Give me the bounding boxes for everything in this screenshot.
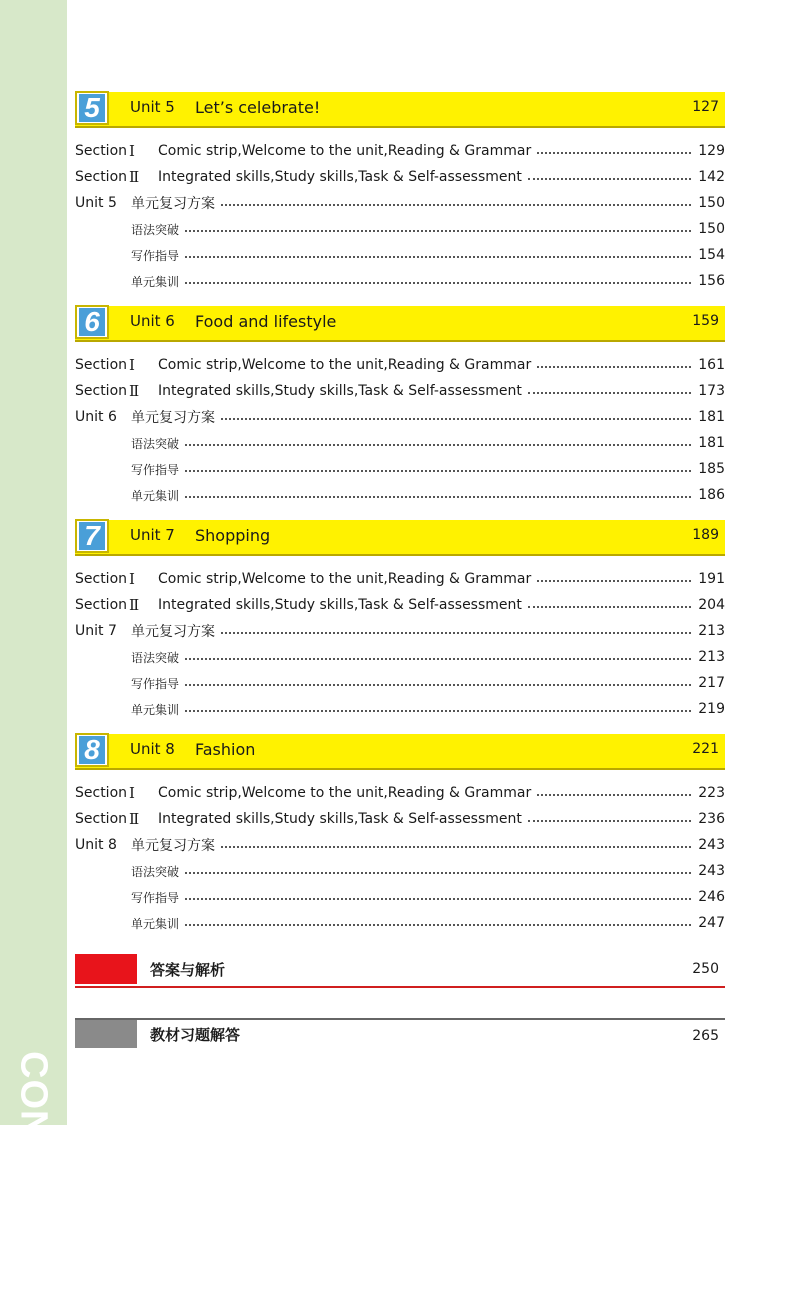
unit-number: 7 [79, 522, 105, 550]
entry-page: 219 [698, 701, 725, 717]
entry-text: Comic strip,Welcome to the unit,Reading & Grammar [158, 357, 532, 373]
entry-text: 写作指导 [131, 248, 180, 263]
dot-leader [537, 794, 691, 796]
section-numeral: Ⅰ [129, 142, 135, 160]
toc-entry[interactable] [75, 482, 725, 508]
toc-entry[interactable] [75, 216, 725, 242]
toc-entry[interactable] [75, 404, 725, 430]
entry-page: 181 [698, 435, 725, 451]
unit-entries [75, 770, 725, 948]
entry-page: 217 [698, 675, 725, 691]
toc-entry[interactable] [75, 670, 725, 696]
unit-label: Unit 6 [130, 312, 175, 330]
dot-leader [537, 152, 691, 154]
unit-number: 8 [79, 736, 105, 764]
toc-entry[interactable] [75, 430, 725, 456]
answers-page: 250 [692, 961, 719, 977]
side-band [0, 0, 67, 1125]
section-numeral: Ⅱ [129, 596, 140, 614]
entry-text: 单元复习方案 [131, 196, 215, 212]
unit-header[interactable] [75, 92, 725, 128]
entry-text: 单元集训 [131, 488, 180, 503]
unit-ref: Unit 6 [75, 409, 117, 425]
entry-text: 单元集训 [131, 916, 180, 931]
dot-leader [537, 366, 691, 368]
dot-leader [221, 418, 691, 420]
unit-header[interactable] [75, 734, 725, 770]
section-numeral: Ⅱ [129, 168, 140, 186]
entry-text: Integrated skills,Study skills,Task & Self-assessment [158, 169, 522, 185]
unit-list [75, 92, 725, 948]
entry-page: 247 [698, 915, 725, 931]
unit-ref: Unit 8 [75, 837, 117, 853]
dot-leader [185, 444, 691, 446]
entry-text: Comic strip,Welcome to the unit,Reading & Grammar [158, 571, 532, 587]
entry-page: 236 [698, 811, 725, 827]
toc-entry[interactable] [75, 618, 725, 644]
section-word: Section [75, 785, 128, 801]
unit-number-badge [75, 519, 109, 553]
section-numeral: Ⅰ [129, 356, 135, 374]
dot-leader [185, 898, 691, 900]
unit-title: Shopping [195, 526, 271, 545]
entry-text: Integrated skills,Study skills,Task & Self-assessment [158, 811, 522, 827]
toc-entry[interactable] [75, 566, 725, 592]
entry-text: Comic strip,Welcome to the unit,Reading & Grammar [158, 785, 532, 801]
unit-label: Unit 8 [130, 740, 175, 758]
unit-page: 221 [692, 741, 719, 757]
dot-leader [528, 178, 691, 180]
section-word: Section [75, 597, 128, 613]
toc-entry[interactable] [75, 378, 725, 404]
entry-page: 246 [698, 889, 725, 905]
entry-page: 186 [698, 487, 725, 503]
toc-entry[interactable] [75, 592, 725, 618]
dot-leader [528, 606, 691, 608]
table-of-contents [75, 92, 725, 1052]
dot-leader [185, 684, 691, 686]
entry-page: 154 [698, 247, 725, 263]
section-word: Section [75, 143, 128, 159]
entry-text: 写作指导 [131, 890, 180, 905]
entry-page: 181 [698, 409, 725, 425]
unit-block [75, 520, 725, 734]
entry-page: 150 [698, 221, 725, 237]
entry-page: 213 [698, 649, 725, 665]
dot-leader [528, 392, 691, 394]
unit-page: 159 [692, 313, 719, 329]
entry-text: 语法突破 [131, 436, 180, 451]
dot-leader [221, 846, 691, 848]
dot-leader [528, 820, 691, 822]
section-numeral: Ⅱ [129, 382, 140, 400]
entry-page: 129 [698, 143, 725, 159]
unit-page: 189 [692, 527, 719, 543]
unit-number-badge [75, 733, 109, 767]
unit-entries [75, 556, 725, 734]
dot-leader [185, 924, 691, 926]
entry-page: 213 [698, 623, 725, 639]
toc-entry[interactable] [75, 164, 725, 190]
answers-red-block [75, 954, 137, 984]
unit-label: Unit 5 [130, 98, 175, 116]
entry-text: 写作指导 [131, 676, 180, 691]
entry-text: 单元复习方案 [131, 410, 215, 426]
toc-entry[interactable] [75, 138, 725, 164]
entry-text: 语法突破 [131, 650, 180, 665]
entry-page: 142 [698, 169, 725, 185]
unit-block [75, 306, 725, 520]
unit-ref: Unit 5 [75, 195, 117, 211]
toc-entry[interactable] [75, 352, 725, 378]
entry-page: 243 [698, 837, 725, 853]
toc-entry[interactable] [75, 832, 725, 858]
unit-ref: Unit 7 [75, 623, 117, 639]
unit-title: Let’s celebrate! [195, 98, 321, 117]
section-numeral: Ⅰ [129, 570, 135, 588]
entry-page: 173 [698, 383, 725, 399]
toc-entry[interactable] [75, 268, 725, 294]
textbook-label: 教材习题解答 [150, 1026, 241, 1044]
answers-label: 答案与解析 [150, 961, 226, 979]
unit-title: Food and lifestyle [195, 312, 337, 331]
unit-number: 5 [79, 94, 105, 122]
section-word: Section [75, 811, 128, 827]
unit-header[interactable] [75, 520, 725, 556]
unit-block [75, 734, 725, 948]
section-numeral: Ⅰ [129, 784, 135, 802]
unit-entries [75, 128, 725, 306]
contents-vertical-label: CONTENTS 2 [12, 1051, 55, 1302]
unit-number-badge [75, 91, 109, 125]
unit-entries [75, 342, 725, 520]
entry-text: Integrated skills,Study skills,Task & Self-assessment [158, 597, 522, 613]
section-word: Section [75, 169, 128, 185]
entry-page: 185 [698, 461, 725, 477]
toc-entry[interactable] [75, 806, 725, 832]
section-word: Section [75, 357, 128, 373]
entry-text: Integrated skills,Study skills,Task & Self-assessment [158, 383, 522, 399]
unit-block [75, 92, 725, 306]
dot-leader [537, 580, 691, 582]
toc-entry[interactable] [75, 858, 725, 884]
entry-text: 单元复习方案 [131, 838, 215, 854]
dot-leader [185, 282, 691, 284]
dot-leader [185, 710, 691, 712]
toc-entry[interactable] [75, 780, 725, 806]
unit-header[interactable] [75, 306, 725, 342]
entry-page: 156 [698, 273, 725, 289]
dot-leader [185, 470, 691, 472]
dot-leader [221, 632, 691, 634]
unit-number: 6 [79, 308, 105, 336]
textbook-entry[interactable] [75, 1018, 725, 1052]
section-numeral: Ⅱ [129, 810, 140, 828]
unit-title: Fashion [195, 740, 256, 759]
answers-entry[interactable] [75, 954, 725, 988]
section-word: Section [75, 383, 128, 399]
dot-leader [185, 658, 691, 660]
entry-text: 写作指导 [131, 462, 180, 477]
textbook-page: 265 [692, 1028, 719, 1044]
toc-entry[interactable] [75, 910, 725, 936]
unit-number-badge [75, 305, 109, 339]
dot-leader [185, 230, 691, 232]
toc-entry[interactable] [75, 190, 725, 216]
entry-text: 单元复习方案 [131, 624, 215, 640]
entry-page: 204 [698, 597, 725, 613]
toc-entry[interactable] [75, 242, 725, 268]
toc-entry[interactable] [75, 644, 725, 670]
entry-text: 语法突破 [131, 864, 180, 879]
dot-leader [185, 872, 691, 874]
toc-entry[interactable] [75, 696, 725, 722]
entry-page: 243 [698, 863, 725, 879]
entry-page: 191 [698, 571, 725, 587]
entry-page: 150 [698, 195, 725, 211]
entry-page: 223 [698, 785, 725, 801]
unit-page: 127 [692, 99, 719, 115]
entry-text: Comic strip,Welcome to the unit,Reading & Grammar [158, 143, 532, 159]
entry-text: 语法突破 [131, 222, 180, 237]
entry-text: 单元集训 [131, 702, 180, 717]
dot-leader [221, 204, 691, 206]
dot-leader [185, 496, 691, 498]
unit-label: Unit 7 [130, 526, 175, 544]
section-word: Section [75, 571, 128, 587]
entry-text: 单元集训 [131, 274, 180, 289]
entry-page: 161 [698, 357, 725, 373]
toc-entry[interactable] [75, 456, 725, 482]
textbook-gray-block [75, 1020, 137, 1048]
toc-entry[interactable] [75, 884, 725, 910]
dot-leader [185, 256, 691, 258]
